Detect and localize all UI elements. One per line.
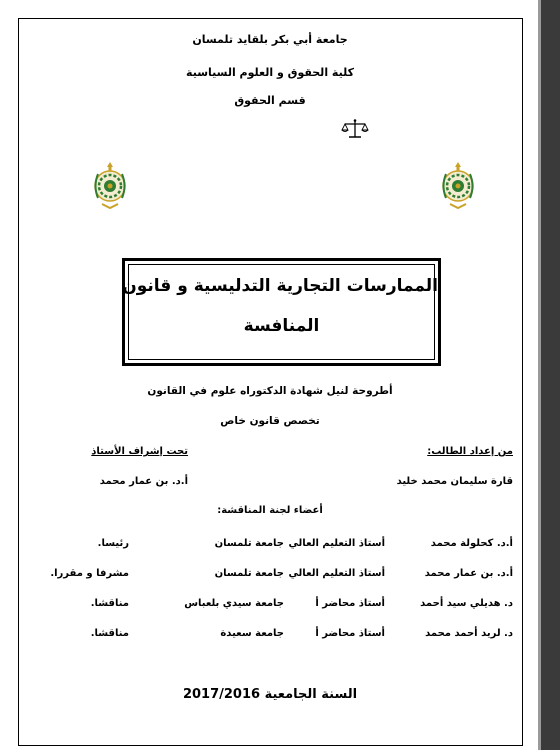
member-university: جامعة تلمسان bbox=[214, 538, 284, 549]
member-rank: أستاذ محاضر أ bbox=[315, 598, 385, 609]
thesis-title-box bbox=[122, 258, 441, 366]
faculty-name: كلية الحقوق و العلوم السياسية bbox=[186, 66, 354, 79]
supervisor-label: تحت إشراف الأستاذ bbox=[91, 446, 188, 457]
supervisor-name: أ.د. بن عمار محمد bbox=[99, 476, 188, 487]
thesis-title-line-2: المنافسة bbox=[243, 316, 320, 336]
academic-year: السنة الجامعية 2017/2016 bbox=[182, 687, 358, 702]
member-name: د. لريد أحمد محمد bbox=[425, 628, 513, 639]
degree-statement: أطروحة لنيل شهادة الدكتوراه علوم في القانون bbox=[147, 385, 393, 397]
committee-label: أعضاء لجنة المناقشة: bbox=[217, 505, 323, 516]
member-rank: أستاذ محاضر أ bbox=[315, 628, 385, 639]
prepared-by-label: من إعداد الطالب: bbox=[427, 446, 513, 457]
member-university: جامعة تلمسان bbox=[214, 568, 284, 579]
university-emblem-right-icon bbox=[438, 160, 478, 210]
scales-of-justice-icon bbox=[341, 118, 369, 140]
department-name: قسم الحقوق bbox=[234, 94, 306, 107]
thesis-title-line-1: الممارسات التجارية التدليسية و قانون bbox=[122, 276, 438, 296]
member-role: مشرفا و مقررا. bbox=[50, 568, 129, 579]
member-role: مناقشا. bbox=[90, 628, 129, 639]
student-name: قارة سليمان محمد خليد bbox=[396, 476, 513, 487]
university-emblem-left-icon bbox=[90, 160, 130, 210]
member-university: جامعة سيدي بلعباس bbox=[184, 598, 284, 609]
member-name: أ.د. كحلولة محمد bbox=[430, 538, 513, 549]
member-name: د. هديلي سيد أحمد bbox=[420, 598, 513, 609]
member-role: مناقشا. bbox=[90, 598, 129, 609]
university-name: جامعة أبي بكر بلقايد تلمسان bbox=[192, 33, 348, 46]
member-role: رئيسا. bbox=[97, 538, 129, 549]
member-name: أ.د. بن عمار محمد bbox=[424, 568, 513, 579]
specialty: تخصص قانون خاص bbox=[220, 415, 320, 427]
member-university: جامعة سعيدة bbox=[220, 628, 284, 639]
viewer-edge bbox=[540, 0, 560, 750]
member-rank: أستاذ التعليم العالي bbox=[288, 568, 385, 579]
viewer-edge-line bbox=[538, 0, 541, 750]
member-rank: أستاذ التعليم العالي bbox=[288, 538, 385, 549]
